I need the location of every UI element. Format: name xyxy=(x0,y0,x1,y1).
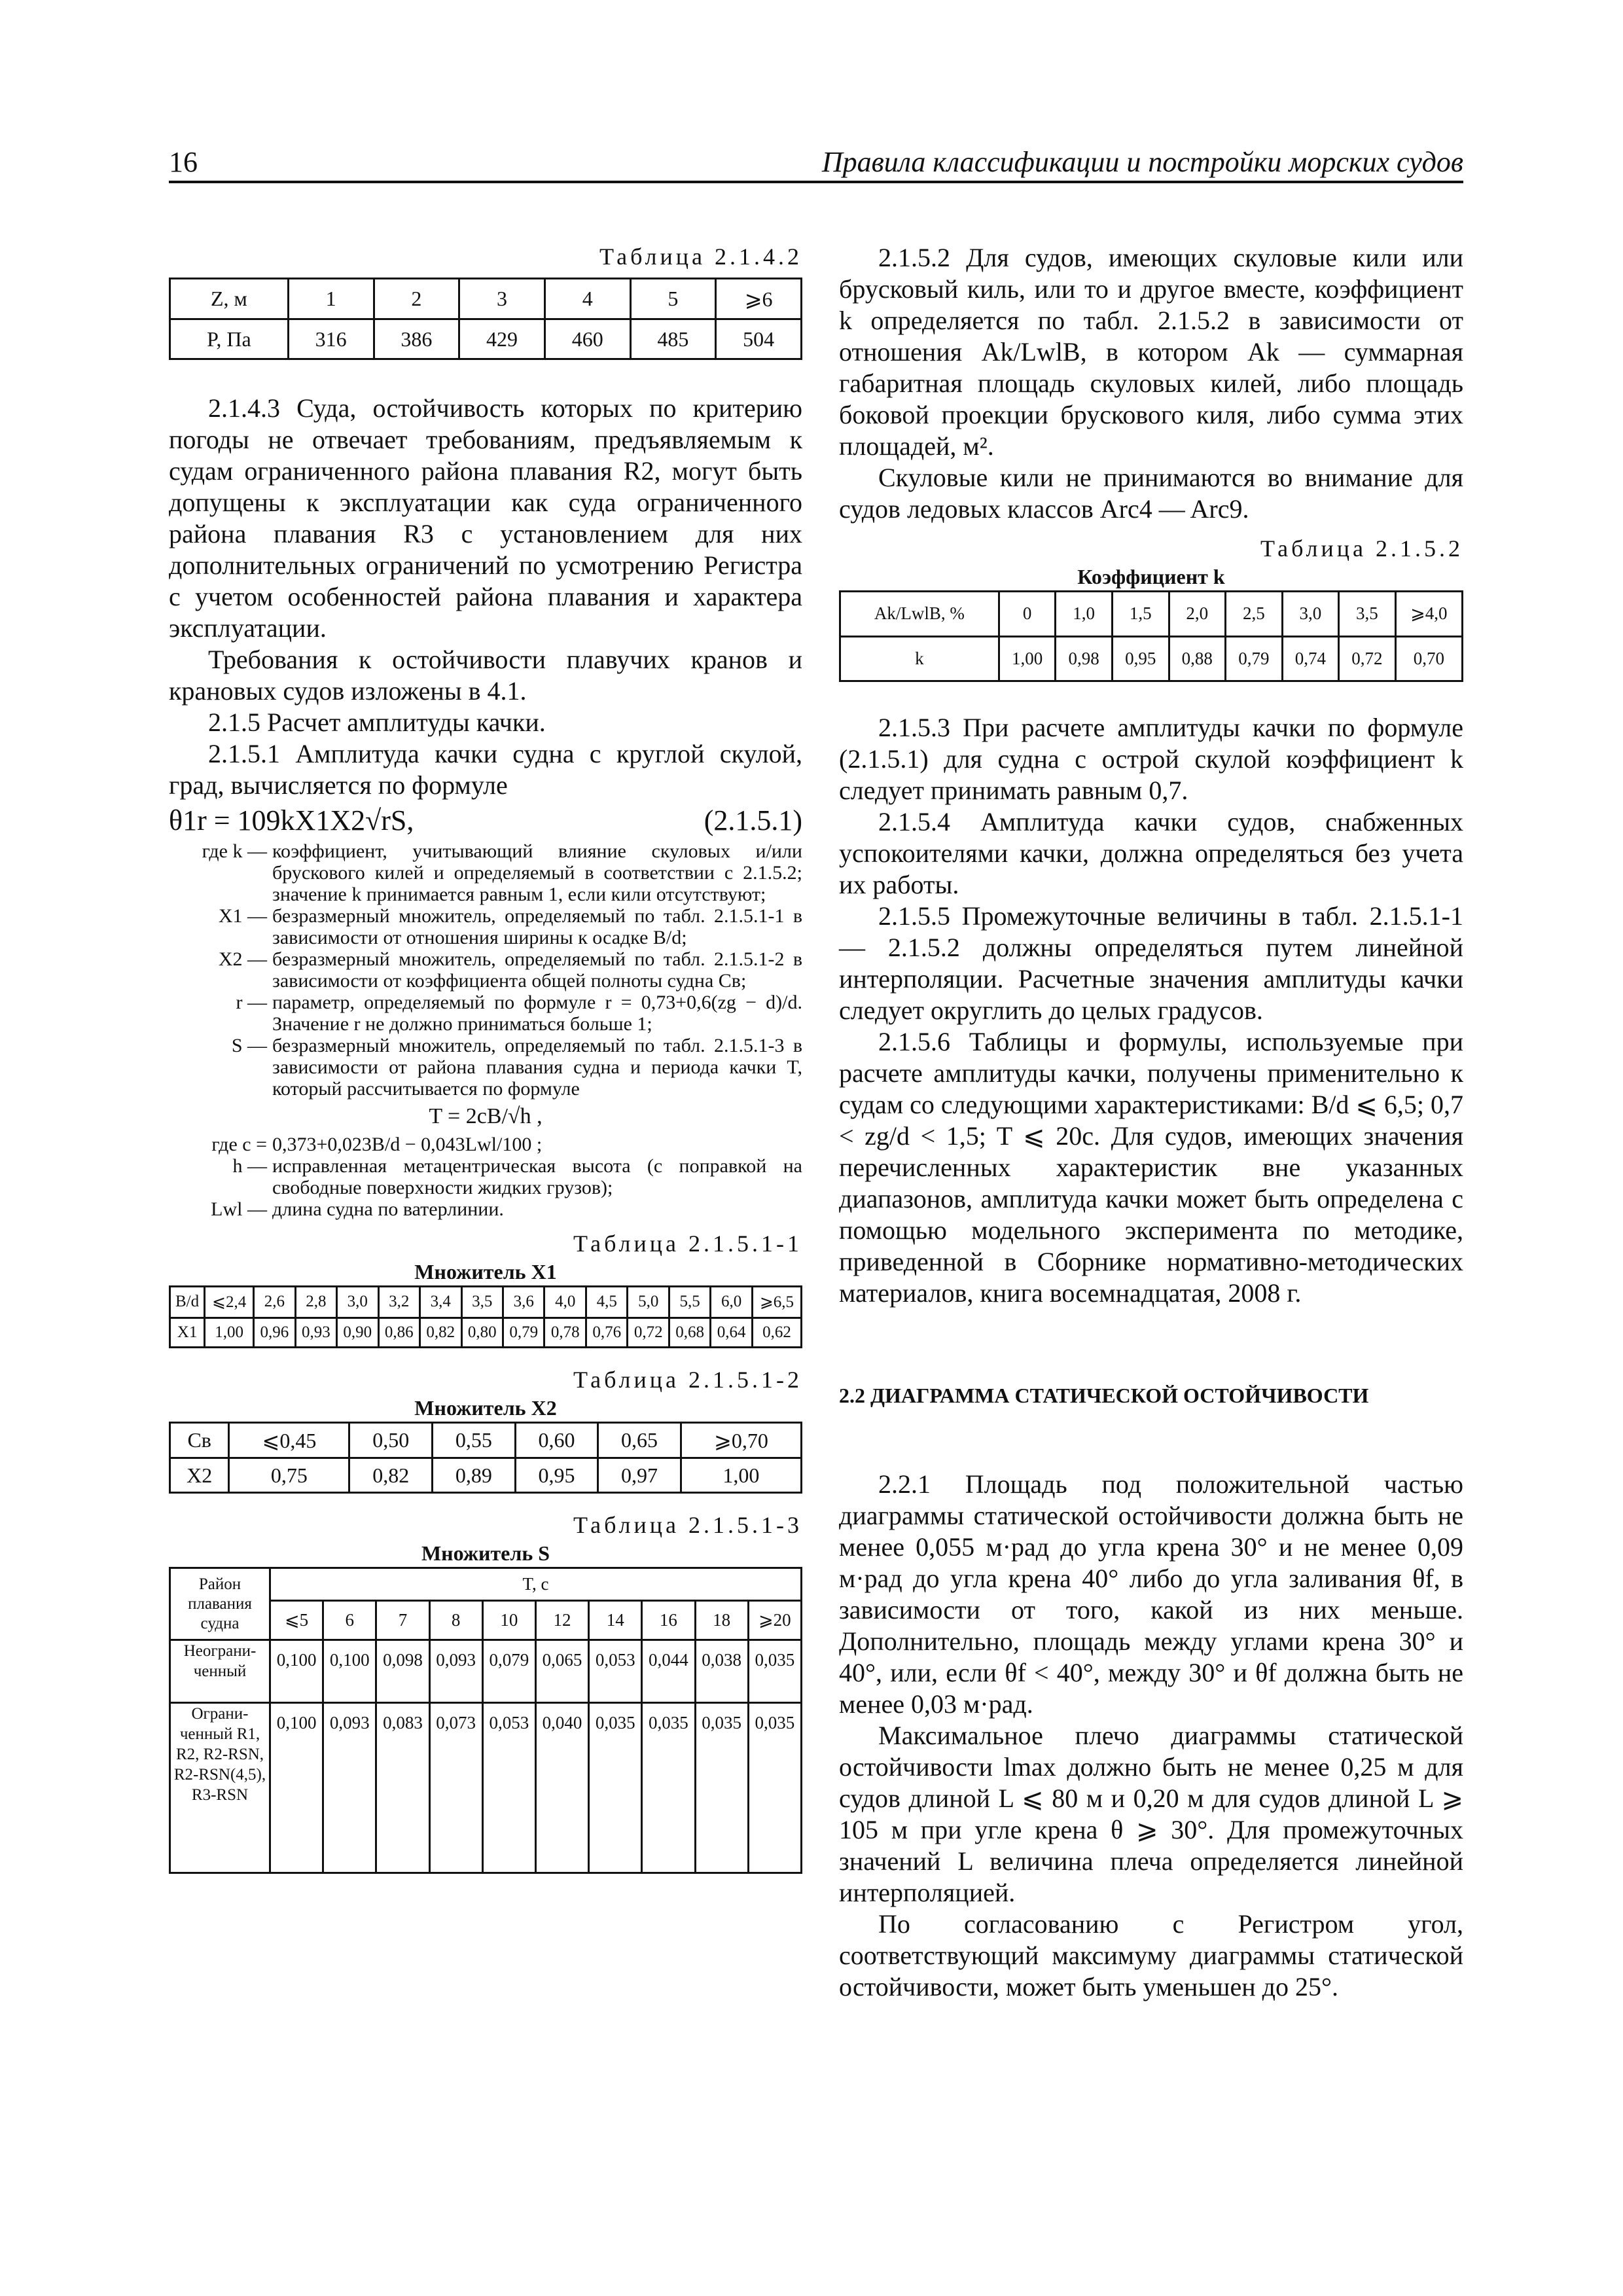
table-cell: 0,79 xyxy=(503,1318,544,1347)
table-cell: 3,2 xyxy=(378,1287,419,1318)
table-cell: 5,0 xyxy=(628,1287,669,1318)
table-cell: B/d xyxy=(170,1287,205,1318)
table-cell: 16 xyxy=(642,1601,695,1640)
table-cell: 2,0 xyxy=(1169,592,1226,637)
paragraph-2-1-4-3: 2.1.4.3 Суда, остойчивость которых по критерию погоды не отвечает требованиям, предъявляемым к судам ограниченного района плавания R2, могут быть допущены к эксплуатации как суда ограниченного района плавания R3 с установлением для них дополнительных ограничений по усмотрению Регистра с учетом особенностей района плавания и характера эксплуатации. xyxy=(169,393,802,643)
note-text: параметр, определяемый по формуле r = 0,73+0,6(zg − d)/d. Значение r не должно приниматься больше 1; xyxy=(272,992,802,1035)
table-cell: 1,0 xyxy=(1056,592,1113,637)
table-cell: 4,0 xyxy=(544,1287,586,1318)
table-cell: 0,100 xyxy=(270,1640,323,1703)
table-cell: 460 xyxy=(544,319,630,359)
table-cell: 0,100 xyxy=(323,1640,376,1703)
table-cell: 2,6 xyxy=(254,1287,295,1318)
table-cell: 5 xyxy=(630,279,716,319)
table-cell: 0,65 xyxy=(598,1423,681,1458)
paragraph-2-1-5-1: 2.1.5.1 Амплитуда качки судна с круглой скулой, град, вычисляется по формуле xyxy=(169,739,802,800)
table-cell: 0,96 xyxy=(254,1318,295,1347)
table-cell: 0,083 xyxy=(376,1703,429,1873)
table-cell: X1 xyxy=(170,1318,205,1347)
table-cell: 0,065 xyxy=(535,1640,588,1703)
formula-number: (2.1.5.1) xyxy=(704,804,802,836)
table-cell: 6,0 xyxy=(711,1287,752,1318)
note-key: где c = xyxy=(211,1134,267,1155)
paragraph-lmax: Максимальное плечо диаграммы статической остойчивости lmax должно быть не менее 0,25 м для судов длиной L ⩽ 80 м и 0,20 м для судов длиной L ⩾ 105 м при угле крена θ ⩾ 30°. Для промежуточных значений L величина плеча определяется линейной интерполяцией. xyxy=(839,1721,1463,1907)
table-cell: 14 xyxy=(589,1601,642,1640)
table-cell: 1,00 xyxy=(999,636,1056,681)
table-cell: 1,5 xyxy=(1112,592,1169,637)
table-cell: 18 xyxy=(695,1601,748,1640)
table-cell: 4,5 xyxy=(586,1287,627,1318)
table-caption: Таблица 2.1.4.2 xyxy=(599,243,802,270)
table-cell: 0,035 xyxy=(695,1703,748,1873)
note-item xyxy=(169,1155,802,1198)
table-cell: ⩽0,45 xyxy=(229,1423,349,1458)
table-title: Множитель S xyxy=(421,1541,550,1565)
paragraph-2-1-5-5: 2.1.5.5 Промежуточные величины в табл. 2.1.5.1-1 — 2.1.5.2 должны определяться путем линейной интерполяции. Расчетные значения амплитуды качки следует округлить до целых градусов. xyxy=(839,901,1463,1025)
table-cell: 429 xyxy=(459,319,545,359)
page-header xyxy=(169,145,1463,183)
table-2-1-5-1-2 xyxy=(169,1422,802,1494)
table-cell: 3,0 xyxy=(337,1287,378,1318)
paragraph-2-1-5-4: 2.1.5.4 Амплитуда качки судов, снабженных успокоителями качки, должна определяться без учета их работы. xyxy=(839,807,1463,899)
table-cell: 1,00 xyxy=(205,1318,254,1347)
table-2-1-4-2 xyxy=(169,278,802,360)
note-item xyxy=(169,948,802,992)
table-cell: 0,95 xyxy=(1112,636,1169,681)
table-cell: 0,74 xyxy=(1282,636,1339,681)
table-title: Множитель X2 xyxy=(414,1396,557,1420)
table-cell: 5,5 xyxy=(669,1287,710,1318)
table-cell: 0,72 xyxy=(1339,636,1396,681)
table-cell: 0,093 xyxy=(429,1640,482,1703)
table-cell: ⩾4,0 xyxy=(1395,592,1462,637)
table-cell: 0,76 xyxy=(586,1318,627,1347)
table-cell: 0,97 xyxy=(598,1458,681,1493)
table-cell: 0,098 xyxy=(376,1640,429,1703)
table-cell: 7 xyxy=(376,1601,429,1640)
paragraph-agreement: По согласованию с Регистром угол, соответствующий максимуму диаграммы статической остойчивости, может быть уменьшен до 25°. xyxy=(839,1909,1463,2001)
table-cell: 0,053 xyxy=(482,1703,535,1873)
table-cell: 0,95 xyxy=(515,1458,598,1493)
table-cell: 2,5 xyxy=(1226,592,1283,637)
paragraph-2-2-1: 2.2.1 Площадь под положительной частью диаграммы статической остойчивости должна быть не менее 0,055 м·рад до угла крена 30° и не менее 0,09 м·рад до угла крена 40° либо до угла заливания θf, в зависимости от того, какой из них меньше. Дополнительно, площадь между углами крена 30° и 40°, или, если θf < 40°, между 30° и θf должна быть не менее 0,03 м·рад. xyxy=(839,1469,1463,1719)
table-cell: ⩽5 xyxy=(270,1601,323,1640)
section-heading-2-2: 2.2 ДИАГРАММА СТАТИЧЕСКОЙ ОСТОЙЧИВОСТИ xyxy=(839,1384,1369,1407)
table-cell: 0,93 xyxy=(295,1318,336,1347)
table-title: Коэффициент k xyxy=(1077,565,1225,588)
table-cell: ⩾6,5 xyxy=(752,1287,801,1318)
table-caption: Таблица 2.1.5.2 xyxy=(1260,535,1463,562)
note-key: Lwl — xyxy=(211,1198,267,1220)
table-cell: 0,82 xyxy=(420,1318,461,1347)
table-cell: 3,5 xyxy=(461,1287,503,1318)
table-cell: ⩾20 xyxy=(748,1601,801,1640)
table-cell: 0,044 xyxy=(642,1640,695,1703)
table-cell: 0,040 xyxy=(535,1703,588,1873)
note-key: S — xyxy=(231,1035,267,1056)
table-cell: 0,038 xyxy=(695,1640,748,1703)
table-cell: 386 xyxy=(374,319,459,359)
table-cell: 0,62 xyxy=(752,1318,801,1347)
note-text: безразмерный множитель, определяемый по табл. 2.1.5.1-1 в зависимости от отношения ширины к осадке B/d; xyxy=(272,905,802,948)
formula-notes xyxy=(169,840,802,1100)
note-item xyxy=(169,840,802,905)
table-2-1-5-2 xyxy=(839,590,1463,682)
table-cell: 2 xyxy=(374,279,459,319)
note-item xyxy=(169,1035,802,1100)
right-column xyxy=(839,242,1463,2003)
table-cell: ⩾0,70 xyxy=(681,1423,801,1458)
note-text: коэффициент, учитывающий влияние скуловых и/или брускового килей и определяемый в соответствии с 2.1.5.2; значение k принимается равным 1, если кили отсутствуют; xyxy=(272,840,802,905)
table-cell: 0,64 xyxy=(711,1318,752,1347)
table-cell: 0,86 xyxy=(378,1318,419,1347)
table-cell: 0,073 xyxy=(429,1703,482,1873)
table-cell: 0,68 xyxy=(669,1318,710,1347)
table-cell: P, Па xyxy=(170,319,289,359)
table-2-1-5-1-1 xyxy=(169,1285,802,1348)
table-cell: 0,90 xyxy=(337,1318,378,1347)
table-cell: 3 xyxy=(459,279,545,319)
table-cell: 1,00 xyxy=(681,1458,801,1493)
table-cell: 0,89 xyxy=(433,1458,516,1493)
formula-period: T = 2cB/√h , xyxy=(429,1104,543,1128)
table-caption: Таблица 2.1.5.1-2 xyxy=(573,1367,802,1393)
table-cell: ⩾6 xyxy=(716,279,802,319)
table-cell: 0,100 xyxy=(270,1703,323,1873)
paragraph-cranes: Требования к остойчивости плавучих кранов и крановых судов изложены в 4.1. xyxy=(169,645,802,706)
table-cell: 10 xyxy=(482,1601,535,1640)
table-cell: 1 xyxy=(288,279,374,319)
table-caption: Таблица 2.1.5.1-1 xyxy=(573,1230,802,1257)
region-header: Район плавания судна xyxy=(170,1568,270,1640)
note-text: безразмерный множитель, определяемый по табл. 2.1.5.1-2 в зависимости от коэффициента общей полноты судна Cв; xyxy=(272,948,802,992)
table-cell: 4 xyxy=(544,279,630,319)
table-2-1-5-1-3 xyxy=(169,1567,802,1874)
table-cell: 0,079 xyxy=(482,1640,535,1703)
note-key: где k — xyxy=(202,840,267,862)
table-cell: 8 xyxy=(429,1601,482,1640)
note-item xyxy=(169,992,802,1035)
table-cell: X2 xyxy=(170,1458,229,1493)
note-text: длина судна по ватерлинии. xyxy=(272,1198,504,1220)
table-cell: ⩽2,4 xyxy=(205,1287,254,1318)
table-cell: 0,88 xyxy=(1169,636,1226,681)
table-cell: 12 xyxy=(535,1601,588,1640)
page-number: 16 xyxy=(169,146,198,178)
table-cell: 0,75 xyxy=(229,1458,349,1493)
note-key: X2 — xyxy=(218,948,267,970)
period-header: T, с xyxy=(270,1568,802,1601)
table-cell: 0,80 xyxy=(461,1318,503,1347)
table-cell: Ak/LwlB, % xyxy=(840,592,999,637)
table-cell: 0,98 xyxy=(1056,636,1113,681)
row-label: Неограни-ченный xyxy=(170,1640,270,1703)
paragraph-2-1-5-2: 2.1.5.2 Для судов, имеющих скуловые кили или брусковый киль, или то и другое вместе, коэффициент k определяется по табл. 2.1.5.2 в зависимости от отношения Ak/LwlB, в котором Ak — суммарная габаритная площадь скуловых килей, либо площадь боковой проекции брускового киля, либо сумма этих площадей, м². xyxy=(839,243,1463,461)
table-cell: 0,72 xyxy=(628,1318,669,1347)
note-key: h — xyxy=(232,1155,267,1177)
table-cell: 3,6 xyxy=(503,1287,544,1318)
table-cell: k xyxy=(840,636,999,681)
table-cell: 0,053 xyxy=(589,1640,642,1703)
table-cell: 0 xyxy=(999,592,1056,637)
table-cell: 0,035 xyxy=(642,1703,695,1873)
table-cell: Cв xyxy=(170,1423,229,1458)
table-cell: 0,50 xyxy=(349,1423,433,1458)
left-column xyxy=(169,242,802,1874)
table-caption: Таблица 2.1.5.1-3 xyxy=(573,1512,802,1538)
paragraph-ice-classes: Скуловые кили не принимаются во внимание для судов ледовых классов Arc4 — Arc9. xyxy=(839,463,1463,524)
table-cell: 0,55 xyxy=(433,1423,516,1458)
note-item xyxy=(169,905,802,948)
section-heading-2-1-5: 2.1.5 Расчет амплитуды качки. xyxy=(208,708,546,737)
table-cell: 0,60 xyxy=(515,1423,598,1458)
table-cell: 316 xyxy=(288,319,374,359)
table-cell: 3,0 xyxy=(1282,592,1339,637)
table-cell: 0,79 xyxy=(1226,636,1283,681)
table-cell: Z, м xyxy=(170,279,289,319)
table-title: Множитель X1 xyxy=(414,1260,557,1283)
note-text: 0,373+0,023B/d − 0,043Lwl/100 ; xyxy=(272,1134,543,1155)
table-cell: 3,4 xyxy=(420,1287,461,1318)
table-cell: 504 xyxy=(716,319,802,359)
paragraph-2-1-5-3: 2.1.5.3 При расчете амплитуды качки по формуле (2.1.5.1) для судна с острой скулой коэффициент k следует принимать равным 0,7. xyxy=(839,713,1463,805)
table-cell: 0,78 xyxy=(544,1318,586,1347)
note-key: X1 — xyxy=(218,905,267,927)
note-text: безразмерный множитель, определяемый по табл. 2.1.5.1-3 в зависимости от района плавания судна и периода качки T, который рассчитывается по формуле xyxy=(272,1035,802,1100)
table-cell: 485 xyxy=(630,319,716,359)
note-item xyxy=(169,1198,802,1220)
paragraph-2-1-5-6: 2.1.5.6 Таблицы и формулы, используемые при расчете амплитуды качки, получены применительно к судам со следующими характеристиками: B/d ⩽ 6,5; 0,7 < zg/d < 1,5; T ⩽ 20c. Для судов, имеющих значения перечисленных характеристик вне указанных диапазонов, амплитуда качки может быть определена с помощью модельного эксперимента по методике, приведенной в Сборнике нормативно-методических материалов, книга восемнадцатая, 2008 г. xyxy=(839,1027,1463,1308)
table-cell: 0,093 xyxy=(323,1703,376,1873)
table-cell: 2,8 xyxy=(295,1287,336,1318)
note-key: r — xyxy=(236,992,267,1013)
table-cell: 0,70 xyxy=(1395,636,1462,681)
table-cell: 0,82 xyxy=(349,1458,433,1493)
table-cell: 0,035 xyxy=(748,1703,801,1873)
table-cell: 0,035 xyxy=(589,1703,642,1873)
formula-2-1-5-1 xyxy=(169,801,802,840)
table-cell: 0,035 xyxy=(748,1640,801,1703)
row-label: Ограни-ченный R1, R2, R2-RSN, R2-RSN(4,5), R3-RSN xyxy=(170,1703,270,1873)
table-cell: 6 xyxy=(323,1601,376,1640)
running-title: Правила классификации и постройки морских судов xyxy=(821,146,1463,178)
table-cell: 3,5 xyxy=(1339,592,1396,637)
note-item xyxy=(169,1134,802,1155)
formula-notes-2 xyxy=(169,1134,802,1220)
note-text: исправленная метацентрическая высота (с поправкой на свободные поверхности жидких грузов); xyxy=(272,1155,802,1198)
formula-expression: θ1r = 109kX1X2√rS, xyxy=(169,804,414,836)
